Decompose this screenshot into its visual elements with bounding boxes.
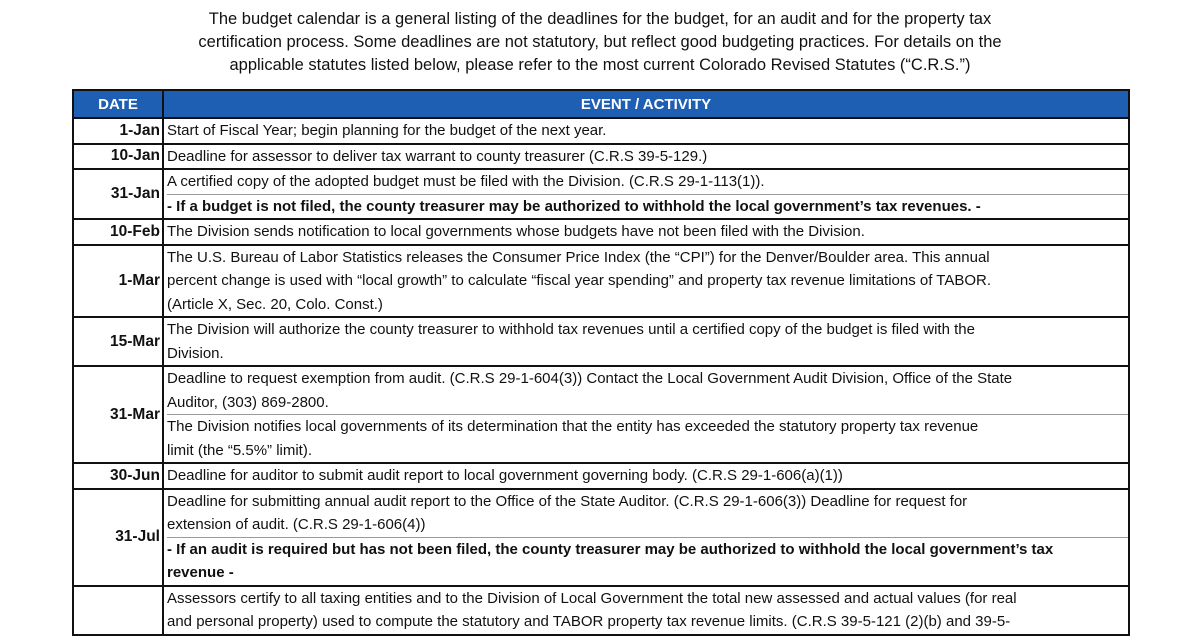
event-text-line: A certified copy of the adopted budget must be filed with the Division. (C.R.S 29-1-113(1)). — [167, 173, 765, 190]
event-description — [167, 119, 1128, 143]
row-event — [163, 489, 1129, 586]
row-date: 1-Jan — [73, 118, 163, 144]
row-event — [163, 317, 1129, 366]
table-header-row — [73, 90, 1129, 118]
event-text-line: The Division notifies local governments of its determination that the entity has exceeded the statutory property tax revenue — [167, 418, 979, 435]
event-text-line: and personal property) used to compute the statutory and TABOR property tax revenue limits. (C.R.S 39-5-121 (2)(b) and 39-5- — [167, 613, 1011, 630]
row-date: 30-Jun — [73, 463, 163, 489]
event-text-line: Division. — [167, 344, 224, 362]
row-event — [163, 366, 1129, 463]
row-event — [163, 245, 1129, 318]
row-date: 10-Feb — [73, 219, 163, 245]
event-description — [167, 220, 1128, 244]
event-description — [167, 587, 1128, 634]
row-event — [163, 144, 1129, 170]
event-text-line: Deadline for submitting annual audit report to the Office of the State Auditor. (C.R.S 29-1-606(3)) Deadline for request for — [167, 492, 968, 510]
event-description — [167, 318, 1128, 365]
event-warning — [167, 194, 1128, 219]
table-row — [73, 169, 1129, 219]
event-text-line: The Division sends notification to local governments whose budgets have not been filed with the Division. — [167, 223, 865, 240]
table-row — [73, 489, 1129, 586]
intro-line: applicable statutes listed below, please refer to the most current Colorado Revised Statutes (“C.R.S.”) — [229, 56, 971, 74]
event-warning — [167, 537, 1128, 585]
table-row — [73, 245, 1129, 318]
table-row — [73, 317, 1129, 366]
row-event — [163, 118, 1129, 144]
event-description — [167, 145, 1128, 169]
row-date: 31-Mar — [73, 366, 163, 463]
event-text-line: Deadline for assessor to deliver tax warrant to county treasurer (C.R.S 39-5-129.) — [167, 147, 708, 165]
event-text-line: - If an audit is required but has not been filed, the county treasurer may be authorized to withhold the local government’s tax — [167, 540, 1054, 558]
event-text-line: The U.S. Bureau of Labor Statistics releases the Consumer Price Index (the “CPI”) for the Denver/Boulder area. This annual — [167, 248, 990, 266]
row-event — [163, 219, 1129, 245]
table-row — [73, 118, 1129, 144]
event-text-line: The Division will authorize the county treasurer to withhold tax revenues until a certified copy of the budget is filed with the — [167, 321, 975, 338]
event-text-line: limit (the “5.5%” limit). — [167, 441, 313, 459]
row-date: 15-Mar — [73, 317, 163, 366]
row-date — [73, 586, 163, 635]
event-description — [167, 464, 1128, 488]
event-text-line: Assessors certify to all taxing entities and to the Division of Local Government the total new assessed and actual values (for real — [167, 589, 1017, 607]
date-column-header: DATE — [73, 90, 163, 118]
table-row — [73, 366, 1129, 463]
budget-calendar-table — [72, 89, 1130, 636]
event-text-line: Auditor, (303) 869-2800. — [167, 393, 329, 411]
table-row — [73, 144, 1129, 170]
event-description — [167, 170, 1128, 194]
table-row — [73, 219, 1129, 245]
row-event — [163, 463, 1129, 489]
event-text-line: Deadline to request exemption from audit. (C.R.S 29-1-604(3)) Contact the Local Government Audit Division, Office of the State — [167, 370, 1013, 387]
event-text-line: percent change is used with “local growth” to calculate “fiscal year spending” and property tax revenue limitations of TABOR. — [167, 272, 992, 289]
event-text-line: extension of audit. (C.R.S 29-1-606(4)) — [167, 516, 426, 533]
row-date: 1-Mar — [73, 245, 163, 318]
intro-paragraph — [150, 8, 1050, 77]
event-description — [167, 414, 1128, 462]
event-text-line: (Article X, Sec. 20, Colo. Const.) — [167, 295, 383, 313]
event-text-line: Deadline for auditor to submit audit report to local government governing body. (C.R.S 29-1-606(a)(1)) — [167, 467, 843, 484]
event-text-line: - If a budget is not filed, the county treasurer may be authorized to withhold the local government’s tax revenues. - — [167, 197, 981, 215]
event-text-line: Start of Fiscal Year; begin planning for the budget of the next year. — [167, 122, 607, 139]
table-row — [73, 463, 1129, 489]
row-event — [163, 169, 1129, 219]
intro-line: The budget calendar is a general listing of the deadlines for the budget, for an audit and for the property tax — [208, 10, 992, 28]
row-event — [163, 586, 1129, 635]
event-description — [167, 246, 1128, 317]
row-date: 31-Jul — [73, 489, 163, 586]
event-description — [167, 490, 1128, 537]
table-row — [73, 586, 1129, 635]
event-text-line: revenue - — [167, 564, 234, 581]
event-description — [167, 367, 1128, 414]
intro-line: certification process. Some deadlines are not statutory, but reflect good budgeting practices. For details on the — [198, 33, 1002, 51]
event-column-header: EVENT / ACTIVITY — [163, 90, 1129, 118]
row-date: 31-Jan — [73, 169, 163, 219]
row-date: 10-Jan — [73, 144, 163, 170]
